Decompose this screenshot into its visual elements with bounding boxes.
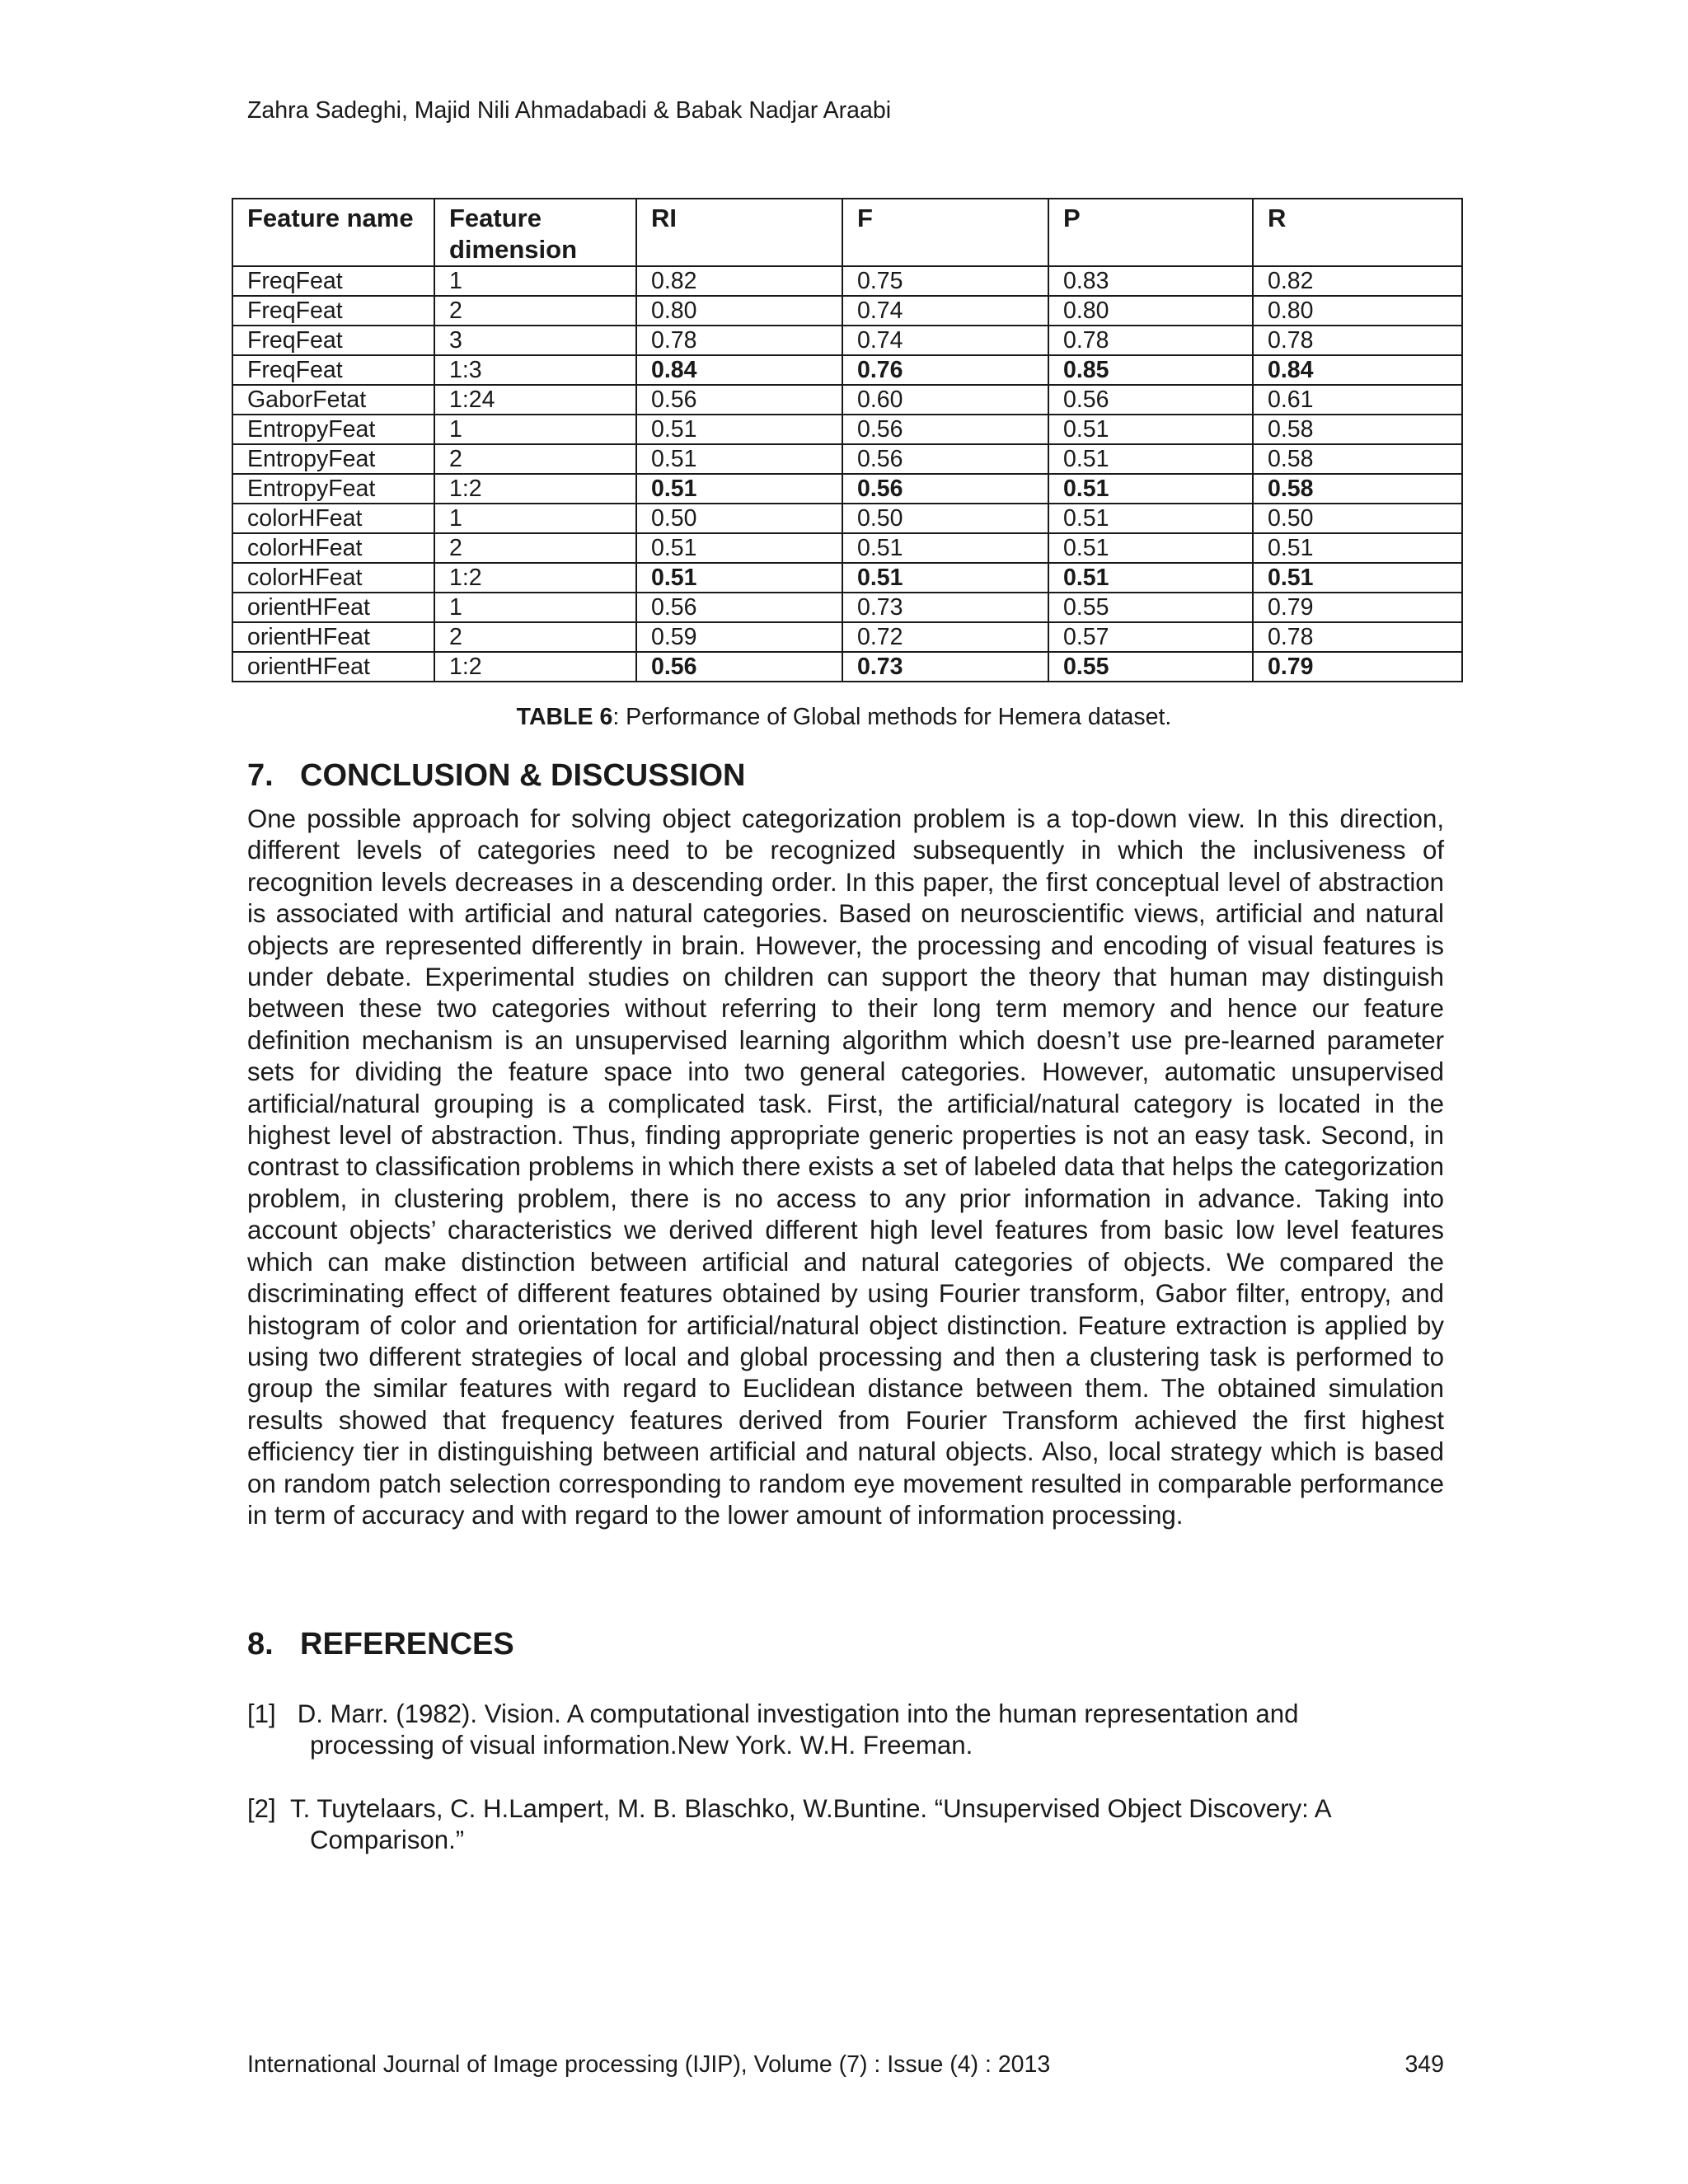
cell-p: 0.51: [1048, 563, 1253, 593]
header-feature-dimension: Feature dimension: [434, 199, 636, 266]
header-p: P: [1048, 199, 1253, 266]
cell-ri: 0.78: [636, 326, 842, 355]
section-title: CONCLUSION & DISCUSSION: [300, 758, 746, 793]
table-row: [232, 266, 1462, 296]
cell-ri: 0.51: [636, 444, 842, 474]
table-row: [232, 533, 1462, 563]
cell-r: 0.50: [1253, 504, 1462, 533]
cell-dimension: 3: [434, 326, 636, 355]
reference-continuation: Comparison.”: [310, 1825, 465, 1855]
table-header-row: [232, 199, 1462, 266]
cell-r: 0.51: [1253, 563, 1462, 593]
cell-f: 0.72: [842, 622, 1048, 652]
cell-feature-name: FreqFeat: [232, 326, 434, 355]
cell-ri: 0.50: [636, 504, 842, 533]
cell-p: 0.56: [1048, 385, 1253, 415]
cell-p: 0.85: [1048, 355, 1253, 385]
table-row: [232, 593, 1462, 622]
cell-f: 0.75: [842, 266, 1048, 296]
cell-p: 0.83: [1048, 266, 1253, 296]
cell-ri: 0.51: [636, 533, 842, 563]
cell-dimension: 1:2: [434, 652, 636, 682]
cell-p: 0.55: [1048, 593, 1253, 622]
table-row: [232, 622, 1462, 652]
cell-feature-name: colorHFeat: [232, 563, 434, 593]
cell-p: 0.78: [1048, 326, 1253, 355]
cell-r: 0.58: [1253, 474, 1462, 504]
cell-p: 0.55: [1048, 652, 1253, 682]
cell-dimension: 1:3: [434, 355, 636, 385]
cell-f: 0.56: [842, 474, 1048, 504]
header-feature-name: Feature name: [232, 199, 434, 266]
cell-ri: 0.51: [636, 474, 842, 504]
cell-p: 0.80: [1048, 296, 1253, 326]
cell-f: 0.73: [842, 652, 1048, 682]
cell-p: 0.51: [1048, 504, 1253, 533]
cell-feature-name: EntropyFeat: [232, 474, 434, 504]
reference-item: [247, 1699, 1444, 1762]
cell-p: 0.51: [1048, 415, 1253, 444]
table-row: [232, 444, 1462, 474]
reference-continuation: processing of visual information.New York. W.H. Freeman.: [310, 1731, 973, 1760]
cell-feature-name: orientHFeat: [232, 622, 434, 652]
header-f: F: [842, 199, 1048, 266]
cell-r: 0.51: [1253, 533, 1462, 563]
cell-dimension: 2: [434, 622, 636, 652]
footer-page-number: 349: [1404, 2051, 1444, 2078]
table-row: [232, 326, 1462, 355]
cell-f: 0.74: [842, 326, 1048, 355]
reference-first-line: [247, 1793, 1444, 1825]
cell-r: 0.79: [1253, 593, 1462, 622]
table-row: [232, 355, 1462, 385]
header-ri: RI: [636, 199, 842, 266]
results-table-container: [232, 198, 1461, 682]
cell-f: 0.76: [842, 355, 1048, 385]
cell-ri: 0.59: [636, 622, 842, 652]
table-caption-text: : Performance of Global methods for Hemera dataset.: [612, 704, 1172, 730]
footer-journal: International Journal of Image processing (IJIP), Volume (7) : Issue (4) : 2013: [247, 2051, 1051, 2078]
reference-first-line: [247, 1699, 1444, 1730]
table-caption-label: TABLE 6: [516, 704, 613, 730]
cell-ri: 0.56: [636, 593, 842, 622]
cell-dimension: 1: [434, 593, 636, 622]
table-row: [232, 652, 1462, 682]
reference-item: [247, 1793, 1444, 1857]
reference-label: [2]: [247, 1794, 276, 1823]
cell-f: 0.56: [842, 415, 1048, 444]
cell-feature-name: colorHFeat: [232, 504, 434, 533]
cell-p: 0.51: [1048, 444, 1253, 474]
header-r: R: [1253, 199, 1462, 266]
cell-r: 0.78: [1253, 622, 1462, 652]
cell-p: 0.57: [1048, 622, 1253, 652]
cell-dimension: 1:24: [434, 385, 636, 415]
reference-text: T. Tuytelaars, C. H.Lampert, M. B. Blaschko, W.Buntine. “Unsupervised Object Discovery: A: [290, 1794, 1332, 1823]
cell-ri: 0.56: [636, 652, 842, 682]
cell-feature-name: colorHFeat: [232, 533, 434, 563]
cell-ri: 0.84: [636, 355, 842, 385]
cell-f: 0.51: [842, 533, 1048, 563]
cell-dimension: 2: [434, 296, 636, 326]
table-row: [232, 296, 1462, 326]
table-row: [232, 415, 1462, 444]
table-row: [232, 504, 1462, 533]
cell-f: 0.74: [842, 296, 1048, 326]
cell-ri: 0.80: [636, 296, 842, 326]
cell-feature-name: orientHFeat: [232, 593, 434, 622]
conclusion-paragraph: One possible approach for solving object categorization problem is a top-down view. In this direction, different levels of categories need to be recognized subsequently in which the inclusiveness of recognition levels decreases in a descending order. In this paper, the first conceptual level of abstraction is associated with artificial and natural categories. Based on neuroscientific views, artificial and natural objects are represented differently in brain. However, the processing and encoding of visual features is under debate. Experimental studies on children can support the theory that human may distinguish between these two categories without referring to their long term memory and hence our feature definition mechanism is an unsupervised learning algorithm which doesn’t use pre-learned parameter sets for dividing the feature space into two general categories. However, automatic unsupervised artificial/natural grouping is a complicated task. First, the artificial/natural category is located in the highest level of abstraction. Thus, finding appropriate generic properties is not an easy task. Second, in contrast to classification problems in which there exists a set of labeled data that helps the categorization problem, in clustering problem, there is no access to any prior information in advance. Taking into account objects’ characteristics we derived different high level features from basic low level features which can make distinction between artificial and natural categories of objects. We compared the discriminating effect of different features obtained by using Fourier transform, Gabor filter, entropy, and histogram of color and orientation for artificial/natural object distinction. Feature extraction is applied by using two different strategies of local and global processing and then a clustering task is performed to group the similar features with regard to Euclidean distance between them. The obtained simulation results showed that frequency features derived from Fourier Transform achieved the first highest efficiency tier in distinguishing between artificial and natural objects. Also, local strategy which is based on random patch selection corresponding to random eye movement resulted in comparable performance in term of accuracy and with regard to the lower amount of information processing.: [247, 804, 1444, 1530]
reference-text: D. Marr. (1982). Vision. A computational investigation into the human representation and: [297, 1699, 1299, 1728]
cell-feature-name: EntropyFeat: [232, 444, 434, 474]
cell-dimension: 1:2: [434, 563, 636, 593]
section-number: 8.: [247, 1627, 274, 1661]
table-row: [232, 385, 1462, 415]
cell-dimension: 1:2: [434, 474, 636, 504]
cell-dimension: 1: [434, 504, 636, 533]
reference-label: [1]: [247, 1699, 276, 1728]
section-heading-conclusion: [247, 757, 745, 794]
cell-feature-name: EntropyFeat: [232, 415, 434, 444]
table-row: [232, 474, 1462, 504]
cell-ri: 0.51: [636, 563, 842, 593]
results-table: [232, 198, 1463, 682]
running-header-authors: Zahra Sadeghi, Majid Nili Ahmadabadi & Babak Nadjar Araabi: [247, 97, 892, 124]
cell-r: 0.82: [1253, 266, 1462, 296]
cell-dimension: 2: [434, 444, 636, 474]
section-title: REFERENCES: [300, 1627, 514, 1661]
table-row: [232, 563, 1462, 593]
cell-feature-name: FreqFeat: [232, 296, 434, 326]
cell-dimension: 1: [434, 266, 636, 296]
cell-dimension: 2: [434, 533, 636, 563]
table-caption: [0, 702, 1688, 732]
cell-ri: 0.51: [636, 415, 842, 444]
cell-f: 0.51: [842, 563, 1048, 593]
cell-r: 0.78: [1253, 326, 1462, 355]
cell-r: 0.61: [1253, 385, 1462, 415]
cell-ri: 0.56: [636, 385, 842, 415]
section-number: 7.: [247, 758, 274, 793]
cell-r: 0.58: [1253, 415, 1462, 444]
cell-f: 0.50: [842, 504, 1048, 533]
cell-p: 0.51: [1048, 533, 1253, 563]
cell-dimension: 1: [434, 415, 636, 444]
cell-f: 0.60: [842, 385, 1048, 415]
cell-r: 0.79: [1253, 652, 1462, 682]
cell-feature-name: orientHFeat: [232, 652, 434, 682]
cell-f: 0.73: [842, 593, 1048, 622]
section-heading-references: [247, 1625, 514, 1663]
cell-ri: 0.82: [636, 266, 842, 296]
cell-f: 0.56: [842, 444, 1048, 474]
cell-r: 0.58: [1253, 444, 1462, 474]
cell-r: 0.84: [1253, 355, 1462, 385]
cell-p: 0.51: [1048, 474, 1253, 504]
cell-feature-name: FreqFeat: [232, 355, 434, 385]
cell-feature-name: GaborFetat: [232, 385, 434, 415]
cell-r: 0.80: [1253, 296, 1462, 326]
cell-feature-name: FreqFeat: [232, 266, 434, 296]
